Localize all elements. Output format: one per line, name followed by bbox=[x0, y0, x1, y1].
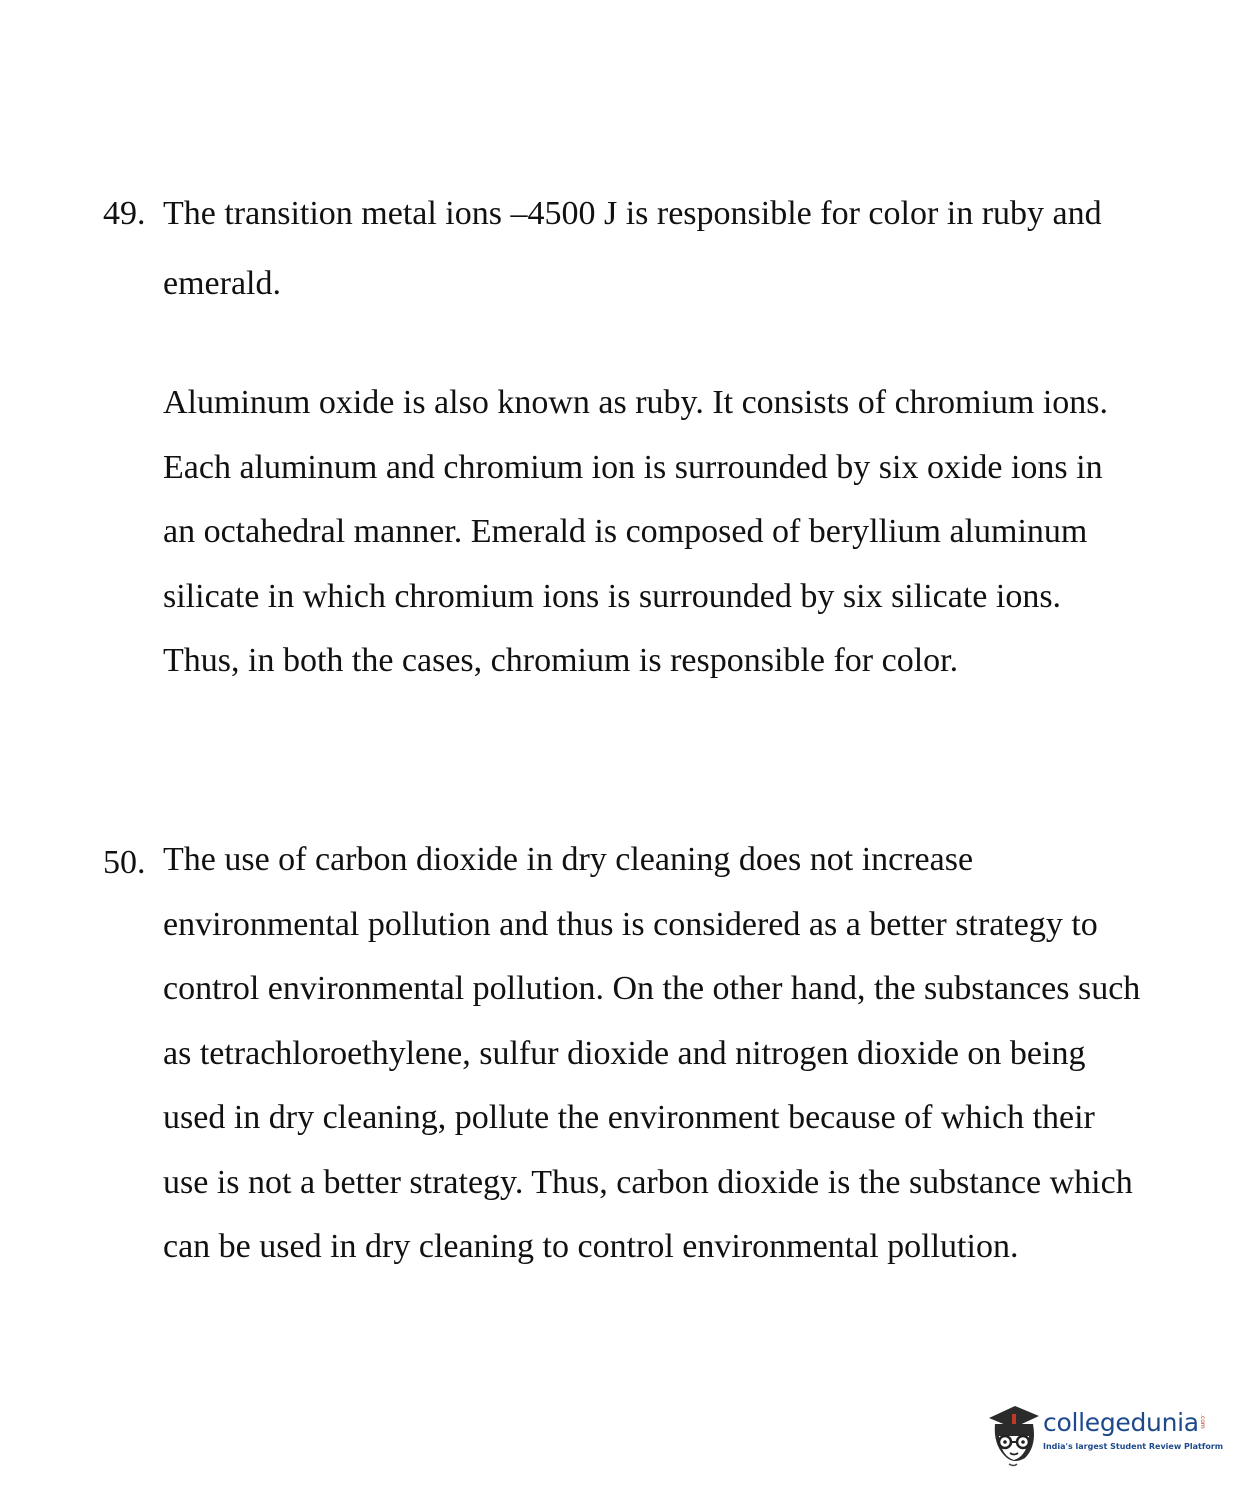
question-number: 50. bbox=[103, 844, 146, 881]
question-body bbox=[163, 179, 1143, 694]
question-number: 49. bbox=[103, 195, 146, 232]
question-text: The transition metal ions –4500 J is responsible for color in ruby and emerald. bbox=[163, 195, 1102, 302]
question-50 bbox=[103, 828, 1143, 1280]
collegedunia-watermark bbox=[985, 1400, 1224, 1472]
logo-tagline: India's largest Student Review Platform bbox=[1043, 1442, 1224, 1451]
mascot-graduation-cap-icon bbox=[985, 1400, 1043, 1472]
question-body bbox=[163, 828, 1143, 1280]
logo-domain: .com bbox=[1199, 1414, 1206, 1429]
question-text: The use of carbon dioxide in dry cleaning does not increase environmental pollution and thus is considered as a better strategy to control environmental pollution. On the other hand, the substances such as tetrachloroethylene, sulfur dioxide and nitrogen dioxide on being used in dry cleaning, pollute the environment because of which their use is not a better strategy. Thus, carbon dioxide is the substance which can be used in dry cleaning to control environmental pollution. bbox=[163, 841, 1141, 1265]
question-49 bbox=[103, 179, 1143, 694]
logo-wordmark: collegedunia bbox=[1043, 1408, 1199, 1437]
answer-text: Aluminum oxide is also known as ruby. It consists of chromium ions. Each aluminum and chromium ion is surrounded by six oxide ions in an octahedral manner. Emerald is composed of beryllium aluminum silicate in which chromium ions is surrounded by six silicate ions. Thus, in both the cases, chromium is responsible for color. bbox=[163, 384, 1109, 679]
